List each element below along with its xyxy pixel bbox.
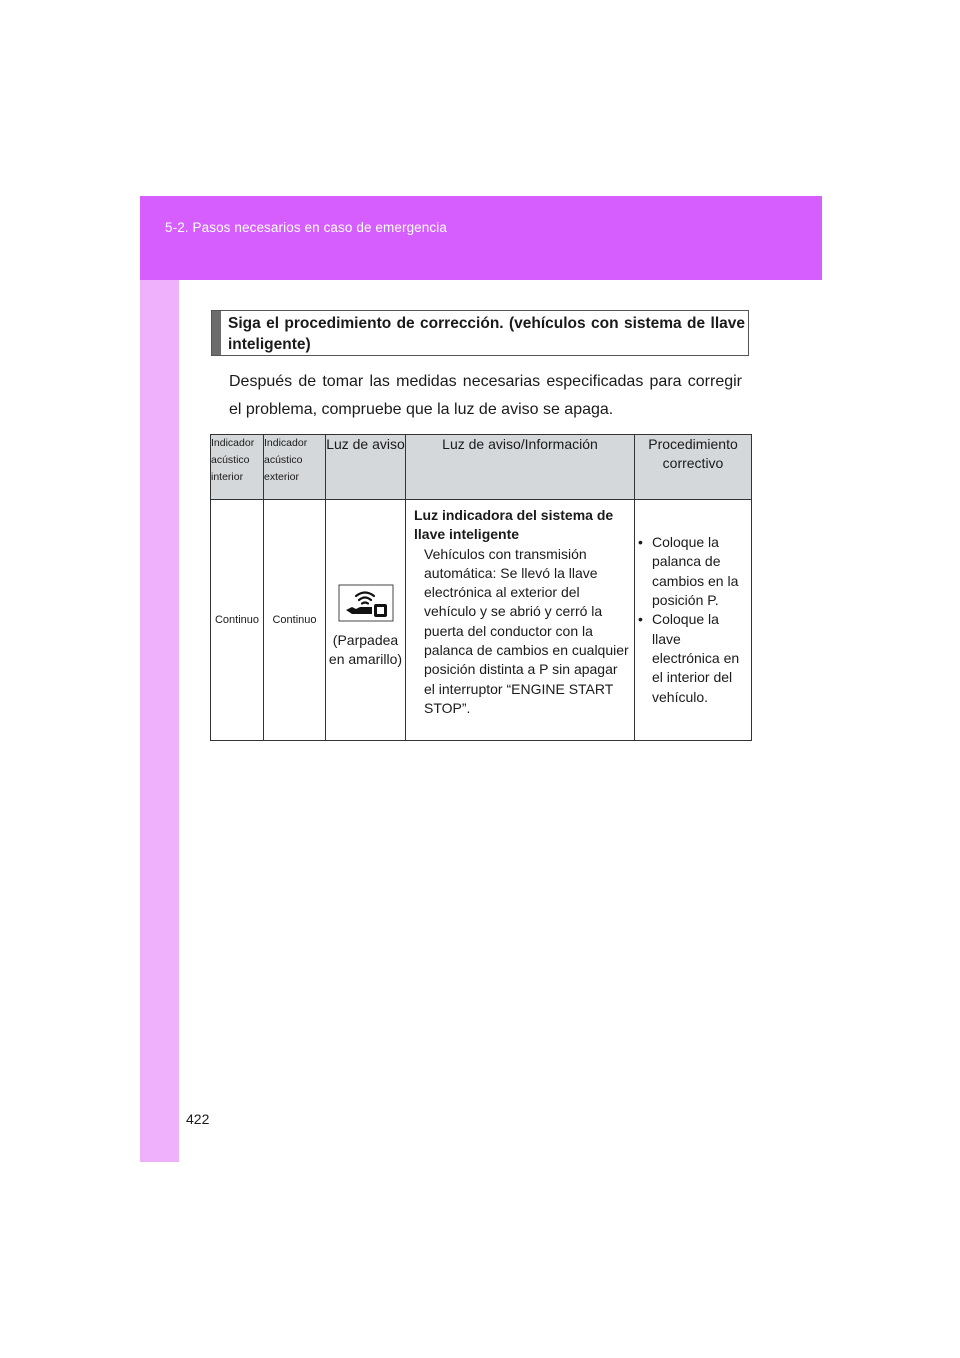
procedure-item: • Coloque la palanca de cambios en la posición P. xyxy=(638,534,739,609)
section-heading: Siga el procedimiento de corrección. (vehículos con sistema de llave inteligente) xyxy=(228,315,745,353)
cell-procedure xyxy=(635,500,752,741)
header-exterior-buzzer: Indicador acústico exterior xyxy=(264,435,326,500)
info-body: Vehículos con transmisión automática: Se llevó la llave electrónica al exterior del vehículo y se abrió y cerró la puerta del conductor con la palanca de cambios en cualquier posición distinta a P sin apagar el interruptor “ENGINE START STOP”. xyxy=(424,545,629,716)
intro-paragraph: Después de tomar las medidas necesarias especificadas para corregir el problema, compruebe que la luz de aviso se apaga. xyxy=(229,373,742,418)
side-tab-strip xyxy=(140,196,179,1162)
info-title: Luz indicadora del sistema de llave inteligente xyxy=(414,507,614,543)
header-procedure: Procedimiento correctivo xyxy=(635,435,752,500)
page-number: 422 xyxy=(186,1111,210,1127)
cell-info xyxy=(406,500,635,741)
chapter-header-band xyxy=(140,196,822,280)
warning-light-note: (Parpadea en amarillo) xyxy=(328,631,403,667)
warning-table xyxy=(210,434,752,741)
cell-warning-light xyxy=(326,500,406,741)
chapter-header-text: 5-2. Pasos necesarios en caso de emergencia xyxy=(165,220,447,235)
cell-exterior-buzzer: Continuo xyxy=(264,500,326,741)
header-interior-buzzer: Indicador acústico interior xyxy=(211,435,264,500)
header-warning-light: Luz de aviso xyxy=(326,435,406,500)
section-heading-bar xyxy=(212,311,221,355)
smart-key-warning-icon xyxy=(338,584,394,627)
table-header-row xyxy=(211,435,752,500)
section-heading-box xyxy=(211,310,749,356)
cell-interior-buzzer: Continuo xyxy=(211,500,264,741)
table-row xyxy=(211,500,752,741)
header-info: Luz de aviso/Información xyxy=(406,435,635,500)
procedure-item: • Coloque la llave electrónica en el interior del vehículo. xyxy=(638,611,740,705)
